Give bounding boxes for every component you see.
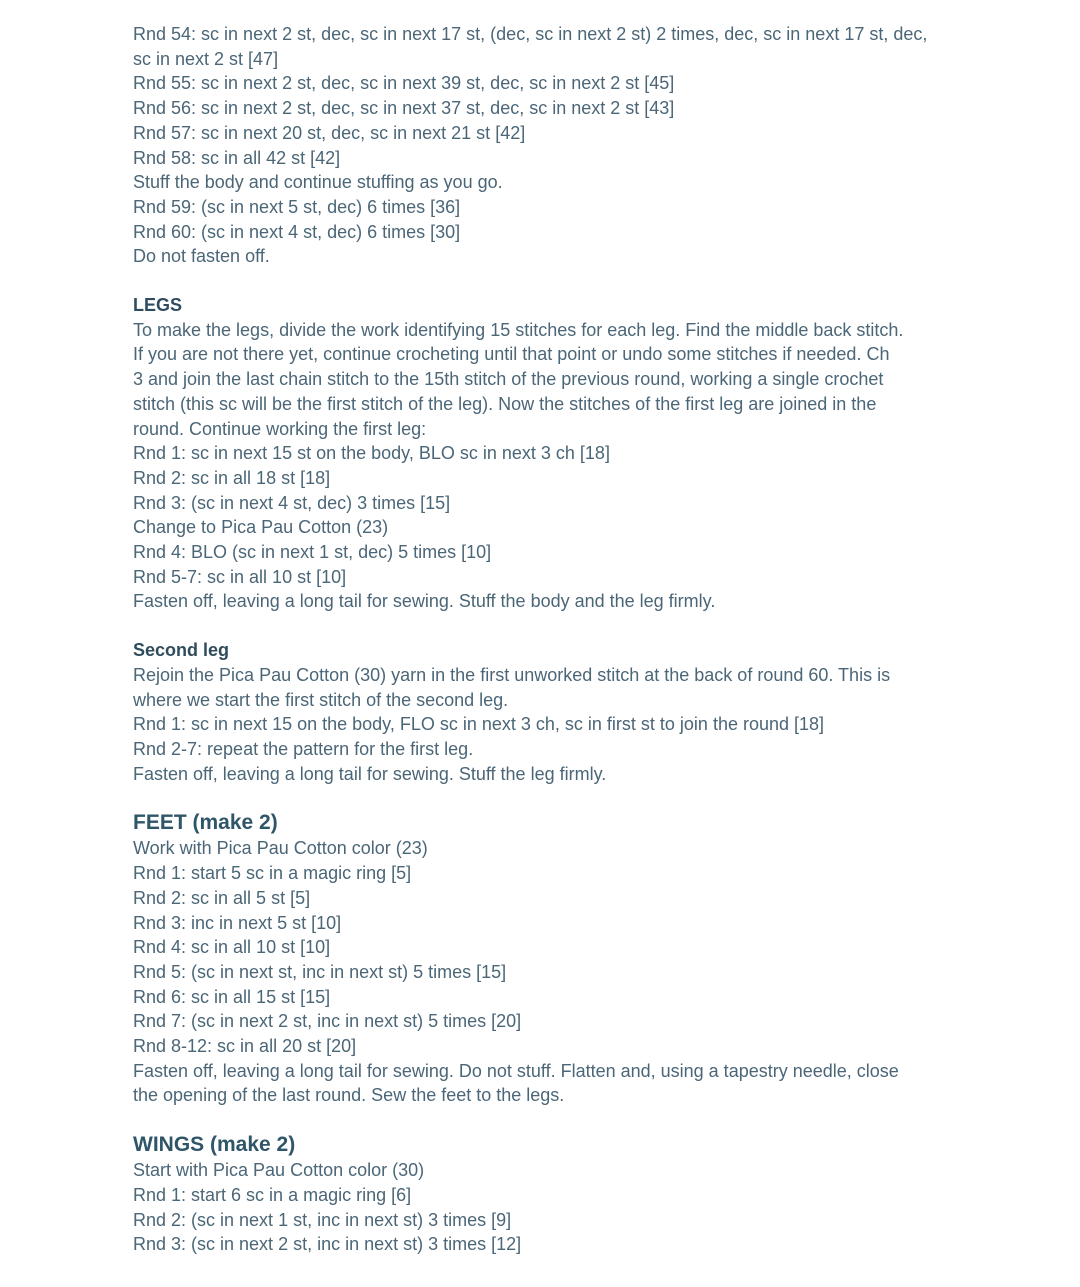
pattern-line: Rejoin the Pica Pau Cotton (30) yarn in the first unworked stitch at the back of round 60. This is <box>133 664 891 685</box>
pattern-line: Rnd 6: sc in all 15 st [15] <box>133 986 331 1007</box>
pattern-line: round. Continue working the first leg: <box>133 418 427 439</box>
pattern-line: the opening of the last round. Sew the feet to the legs. <box>133 1085 565 1106</box>
pattern-line: Rnd 2-7: repeat the pattern for the first leg. <box>133 738 474 759</box>
pattern-line: Rnd 59: (sc in next 5 st, dec) 6 times [36] <box>133 196 461 217</box>
second-leg-heading: Second leg <box>133 640 230 661</box>
pattern-line: Rnd 55: sc in next 2 st, dec, sc in next 39 st, dec, sc in next 2 st [45] <box>133 73 675 94</box>
pattern-line: Fasten off, leaving a long tail for sewing. Do not stuff. Flatten and, using a tapestry needle, close <box>133 1060 899 1081</box>
pattern-line: where we start the first stitch of the second leg. <box>133 689 509 710</box>
section-gap <box>133 786 963 810</box>
pattern-line: Rnd 3: inc in next 5 st [10] <box>133 912 342 933</box>
section-gap <box>133 614 963 638</box>
pattern-line: sc in next 2 st [47] <box>133 48 279 69</box>
pattern-line: Rnd 2: sc in all 18 st [18] <box>133 467 331 488</box>
body-section <box>133 22 963 269</box>
pattern-line: Stuff the body and continue stuffing as you go. <box>133 172 503 193</box>
pattern-line: Rnd 1: start 6 sc in a magic ring [6] <box>133 1184 412 1205</box>
pattern-line: Rnd 7: (sc in next 2 st, inc in next st) 5 times [20] <box>133 1011 522 1032</box>
pattern-line: Start with Pica Pau Cotton color (30) <box>133 1160 425 1181</box>
pattern-line: Rnd 4: BLO (sc in next 1 st, dec) 5 times [10] <box>133 542 492 563</box>
pattern-line: Rnd 5-7: sc in all 10 st [10] <box>133 566 347 587</box>
legs-section <box>133 293 963 614</box>
pattern-line: Rnd 3: (sc in next 2 st, inc in next st) 3 times [12] <box>133 1234 522 1255</box>
pattern-line: Fasten off, leaving a long tail for sewing. Stuff the body and the leg firmly. <box>133 591 716 612</box>
pattern-line: Rnd 4: sc in all 10 st [10] <box>133 937 331 958</box>
pattern-line: To make the legs, divide the work identifying 15 stitches for each leg. Find the middle back stitch. <box>133 319 904 340</box>
pattern-line: Rnd 1: sc in next 15 on the body, FLO sc in next 3 ch, sc in first st to join the round [18] <box>133 714 825 735</box>
pattern-page <box>133 22 963 1257</box>
pattern-line: Rnd 57: sc in next 20 st, dec, sc in next 21 st [42] <box>133 122 526 143</box>
pattern-line: Rnd 2: (sc in next 1 st, inc in next st) 3 times [9] <box>133 1209 512 1230</box>
pattern-line: Rnd 54: sc in next 2 st, dec, sc in next 17 st, (dec, sc in next 2 st) 2 times, dec, sc in next 17 st, dec, <box>133 24 928 44</box>
second-leg-section <box>133 638 963 786</box>
section-gap <box>133 269 963 293</box>
pattern-line: 3 and join the last chain stitch to the 15th stitch of the previous round, working a single crochet <box>133 369 884 390</box>
pattern-line: If you are not there yet, continue crocheting until that point or undo some stitches if needed. Ch <box>133 344 890 365</box>
pattern-line: Do not fasten off. <box>133 246 270 267</box>
pattern-line: Rnd 1: sc in next 15 st on the body, BLO sc in next 3 ch [18] <box>133 443 610 464</box>
pattern-line: Change to Pica Pau Cotton (23) <box>133 517 389 538</box>
pattern-line: Rnd 2: sc in all 5 st [5] <box>133 887 311 908</box>
pattern-line: stitch (this sc will be the first stitch of the leg). Now the stitches of the first leg are joined in the <box>133 393 877 414</box>
pattern-line: Rnd 56: sc in next 2 st, dec, sc in next 37 st, dec, sc in next 2 st [43] <box>133 98 675 119</box>
pattern-line: Rnd 3: (sc in next 4 st, dec) 3 times [15] <box>133 492 451 513</box>
pattern-line: Rnd 60: (sc in next 4 st, dec) 6 times [30] <box>133 221 461 242</box>
pattern-line: Rnd 8-12: sc in all 20 st [20] <box>133 1036 357 1057</box>
legs-heading: LEGS <box>133 295 183 316</box>
pattern-line: Work with Pica Pau Cotton color (23) <box>133 838 428 859</box>
pattern-line: Fasten off, leaving a long tail for sewing. Stuff the leg firmly. <box>133 763 607 784</box>
wings-heading: WINGS (make 2) <box>133 1133 296 1157</box>
section-gap <box>133 1108 963 1132</box>
feet-heading: FEET (make 2) <box>133 811 278 835</box>
pattern-line: Rnd 5: (sc in next st, inc in next st) 5 times [15] <box>133 961 507 982</box>
pattern-line: Rnd 1: start 5 sc in a magic ring [5] <box>133 863 412 884</box>
feet-section <box>133 810 963 1108</box>
wings-section <box>133 1132 963 1257</box>
pattern-line: Rnd 58: sc in all 42 st [42] <box>133 147 341 168</box>
